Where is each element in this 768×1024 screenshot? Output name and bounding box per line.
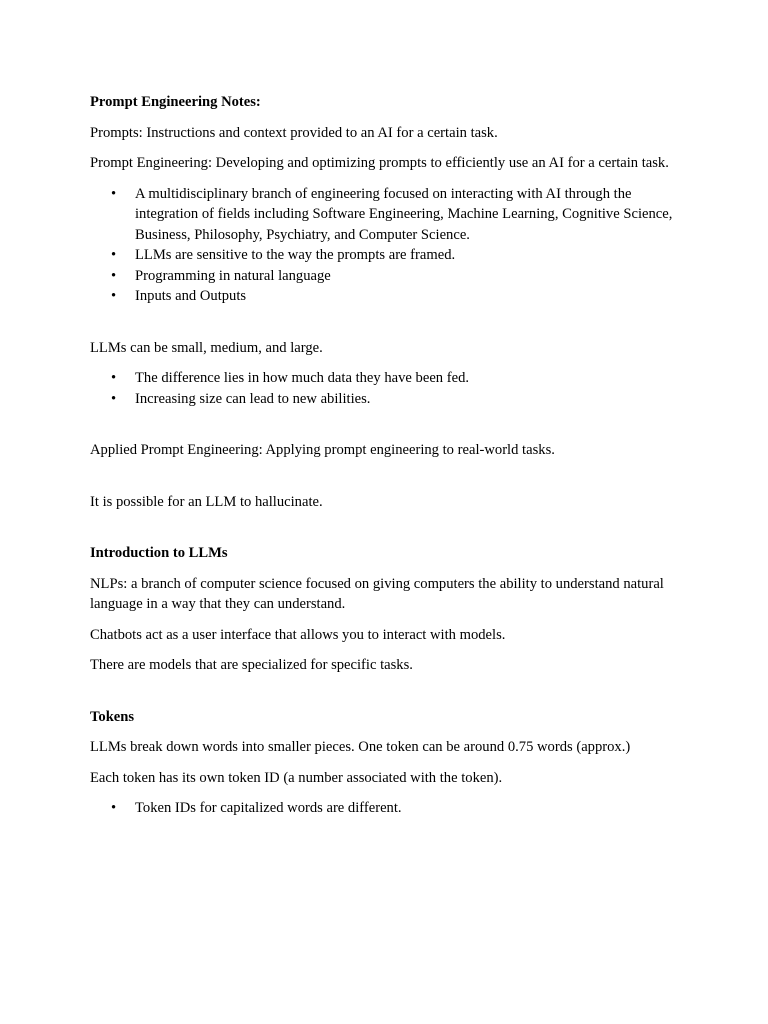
paragraph-chatbots: Chatbots act as a user interface that allows you to interact with models.	[90, 626, 506, 643]
list-item-text: LLMs are sensitive to the way the prompts are framed.	[135, 247, 456, 263]
paragraph-nlps: NLPs: a branch of computer science focused on giving computers the ability to understand natural language in a way that they can understand.	[90, 575, 664, 612]
list-item-text: A multidisciplinary branch of engineering focused on interacting with AI through the integration of fields including Software Engineering, Machine Learning, Cognitive Science, Business, Philosophy, Psychiatry, and Computer Science.	[135, 185, 673, 243]
bullet-icon: •	[111, 800, 117, 816]
list-item-text: Increasing size can lead to new abilities.	[135, 390, 371, 407]
paragraph-llm-sizes: LLMs can be small, medium, and large.	[90, 339, 323, 356]
list-item-text: Token IDs for capitalized words are different.	[135, 800, 402, 816]
paragraph-tokens-break-down: LLMs break down words into smaller pieces. One token can be around 0.75 words (approx.)	[90, 739, 631, 755]
heading-tokens: Tokens	[90, 708, 135, 725]
bullet-icon: •	[111, 390, 117, 407]
paragraph-hallucinate: It is possible for an LLM to hallucinate.	[90, 493, 323, 510]
paragraph-prompts: Prompts: Instructions and context provided to an AI for a certain task.	[90, 124, 498, 141]
paragraph-prompt-engineering: Prompt Engineering: Developing and optimizing prompts to efficiently use an AI for a certain task.	[90, 155, 669, 171]
blank-line	[90, 522, 680, 543]
bullet-list-llm-sizes	[90, 368, 680, 409]
bullet-list-prompt-engineering	[90, 184, 680, 307]
bullet-icon: •	[111, 267, 117, 284]
paragraph-token-ids: Each token has its own token ID (a number associated with the token).	[90, 769, 503, 786]
list-item-text: The difference lies in how much data they have been fed.	[135, 370, 470, 386]
list-item	[90, 184, 680, 246]
blank-line	[90, 317, 680, 338]
blank-line	[90, 471, 680, 492]
list-item	[90, 286, 680, 307]
bullet-icon: •	[111, 288, 117, 304]
bullet-list-tokens	[90, 798, 680, 819]
list-item-text: Inputs and Outputs	[135, 288, 247, 304]
document-title: Prompt Engineering Notes:	[90, 94, 261, 110]
list-item	[90, 368, 680, 389]
heading-introduction-to-llms: Introduction to LLMs	[90, 545, 228, 561]
document-body	[90, 92, 680, 829]
bullet-icon: •	[111, 370, 117, 386]
bullet-icon: •	[111, 185, 117, 202]
list-item	[90, 245, 680, 266]
list-item	[90, 266, 680, 287]
paragraph-applied-prompt-engineering: Applied Prompt Engineering: Applying prompt engineering to real-world tasks.	[90, 442, 555, 458]
blank-line	[90, 419, 680, 440]
paragraph-specialized-models: There are models that are specialized for specific tasks.	[90, 657, 413, 673]
blank-line	[90, 686, 680, 707]
bullet-icon: •	[111, 247, 117, 263]
list-item	[90, 798, 680, 819]
list-item-text: Programming in natural language	[135, 267, 331, 284]
list-item	[90, 389, 680, 410]
